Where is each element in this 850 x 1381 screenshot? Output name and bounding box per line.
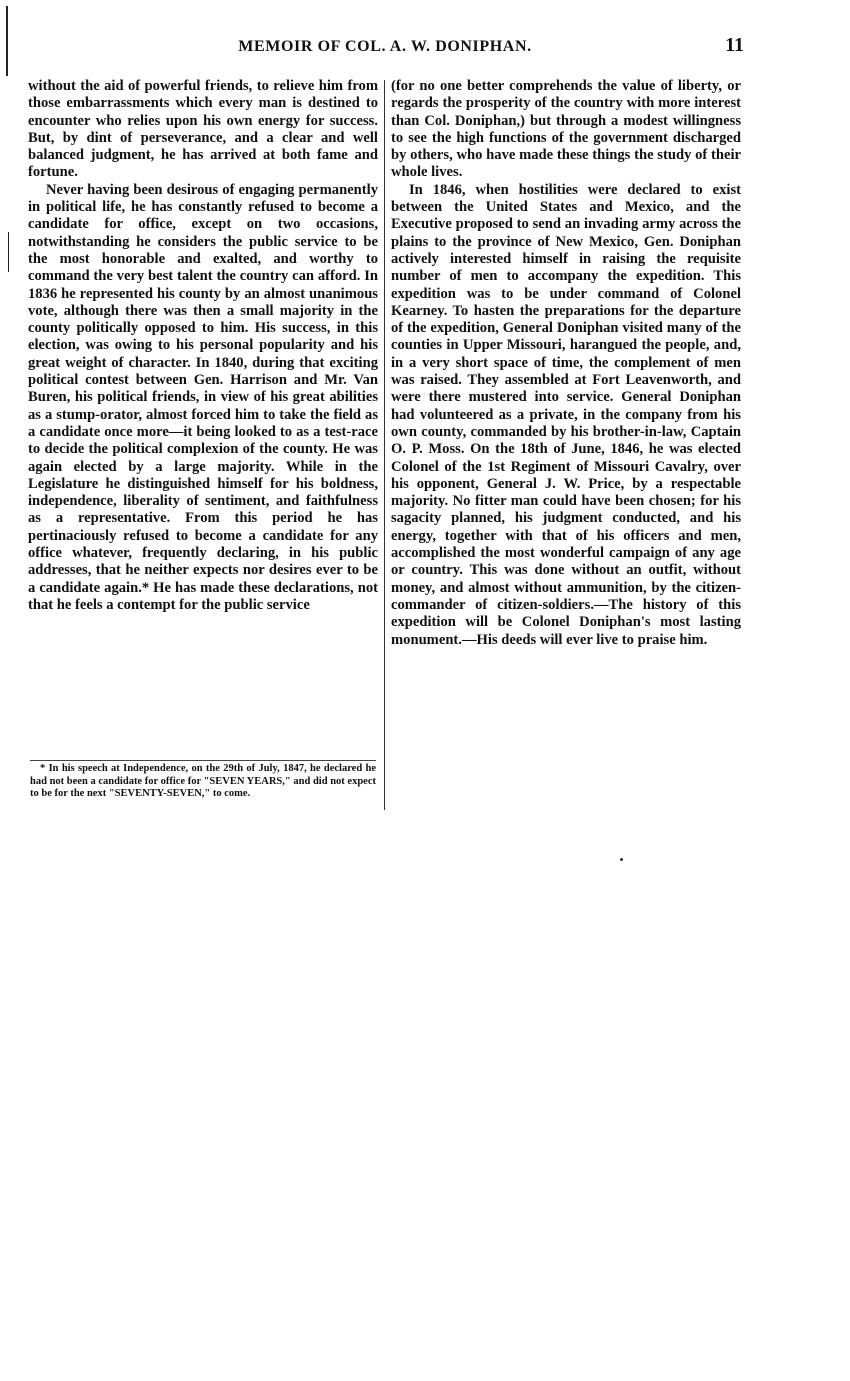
left-column bbox=[28, 78, 378, 614]
paragraph: without the aid of powerful friends, to relieve him from those embarrassments which every man is destined to encounter who relies upon his own energy for success. But, by dint of perseverance, and a clear and well balanced judgment, he has arrived at both fame and fortune. bbox=[28, 78, 378, 181]
paragraph: (for no one better comprehends the value of liberty, or regards the prosperity of the country with more interest than Col. Doniphan,) but through a modest willingness to see the high functions of the government discharged by others, who have made these things the study of their whole lives. bbox=[391, 78, 741, 181]
paragraph: Never having been desirous of engaging permanently in political life, he has constantly refused to become a candidate for office, except on two occasions, notwithstanding he considers the public service to be the most honorable and exalted, and worthy to command the very best talent the country can afford. In 1836 he represented his county by an almost unanimous vote, although there was then a small majority in the county politically opposed to him. His success, in this election, was owing to his personal popularity and his great weight of character. In 1840, during that exciting political contest between Gen. Harrison and Mr. Van Buren, his political friends, in view of his great abilities as a stump-orator, almost forced him to take the field as a candidate once more—it being looked to as a test-race to decide the political complexion of the county. He was again elected by a large majority. While in the Legislature he distinguished himself for his boldness, independence, liberality of sentiment, and faithfulness as a representative. From this period he has pertinaciously refused to become a candidate for any office whatever, frequently declaring, in his public addresses, that he neither expects nor desires ever to be a candidate again.* He has made these declarations, not that he feels a contempt for the public service bbox=[28, 181, 378, 613]
footnote: * In his speech at Independence, on the 29th of July, 1847, he declared he had not been a candidate for office for "SEVEN YEARS," and did not expect to be for the next "SEVENTY-SEVEN," to come. bbox=[30, 763, 376, 799]
scan-edge-mark bbox=[6, 6, 8, 76]
stray-mark bbox=[620, 858, 623, 861]
column-divider bbox=[384, 80, 385, 810]
running-title: MEMOIR OF COL. A. W. DONIPHAN. bbox=[238, 38, 532, 55]
page-number: 11 bbox=[725, 34, 744, 56]
right-column bbox=[391, 78, 741, 649]
paragraph: In 1846, when hostilities were declared to exist between the United States and Mexico, and the Executive proposed to send an invading army across the plains to the province of New Mexico, Gen. Doniphan actively interested himself in raising the requisite number of men to accompany the expedition. This expedition was to be under command of Colonel Kearney. To hasten the preparations for the departure of the expedition, General Doniphan visited many of the counties in Upper Missouri, harangued the people, and, in a very short space of time, the complement of men was raised. They assembled at Fort Leavenworth, and were there mustered into service. General Doniphan had volunteered as a private, in the company from his own county, commanded by his brother-in-law, Captain O. P. Moss. On the 18th of June, 1846, he was elected Colonel of the 1st Regiment of Missouri Cavalry, over his opponent, General J. W. Price, by a respectable majority. No fitter man could have been chosen; for his sagacity planned, his judgment conducted, and his energy, together with that of his officers and men, accomplished the most wonderful campaign of any age or country. This was done without an outfit, without money, and almost without ammunition, by the citizen-commander of citizen-soldiers.—The history of this expedition will be Colonel Doniphan's most lasting monument.—His deeds will ever live to praise him. bbox=[391, 181, 741, 648]
footnote-divider bbox=[30, 760, 376, 761]
scan-edge-mark bbox=[8, 232, 9, 272]
running-head bbox=[26, 34, 744, 60]
